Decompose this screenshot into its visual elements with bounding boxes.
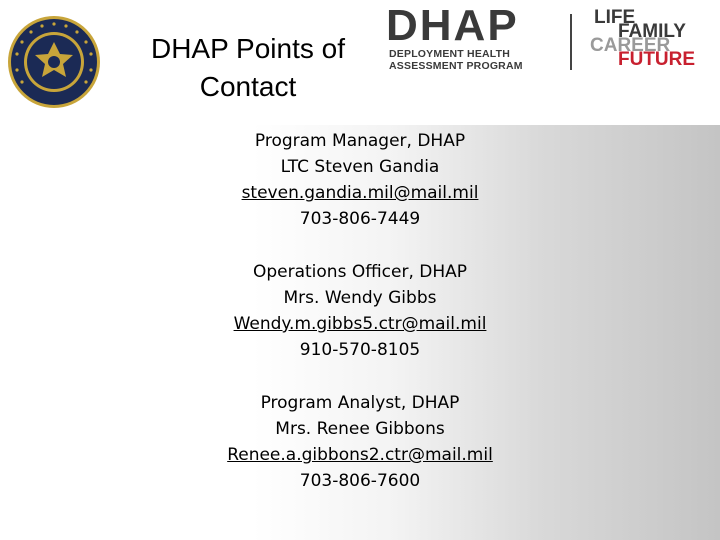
us-army-reserve-seal-icon <box>6 14 102 110</box>
tagline-word-career: CAREER <box>590 35 671 56</box>
dhap-logo-word: DHAP <box>386 1 519 50</box>
contact-block <box>180 390 540 494</box>
title-line-1: DHAP Points of <box>150 33 346 64</box>
title-line-2: Contact <box>199 71 297 102</box>
contact-name: Mrs. Renee Gibbons <box>275 419 445 439</box>
contact-name: Mrs. Wendy Gibbs <box>283 288 437 308</box>
dhap-logo-sub-line-1: DEPLOYMENT HEALTH <box>389 48 511 60</box>
life-family-career-future-logo <box>590 8 718 74</box>
contact-block <box>180 128 540 232</box>
contact-email-link[interactable]: Renee.a.gibbons2.ctr@mail.mil <box>227 445 493 465</box>
tagline-word-life: LIFE <box>594 7 636 28</box>
contact-name: LTC Steven Gandia <box>280 157 440 177</box>
logo-divider <box>570 14 572 70</box>
page-title <box>118 30 378 106</box>
contact-list <box>180 128 540 521</box>
contact-phone: 703-806-7449 <box>299 209 421 229</box>
contact-phone: 910-570-8105 <box>299 340 421 360</box>
dhap-logo-sub-line-2: ASSESSMENT PROGRAM <box>389 60 523 72</box>
slide-header <box>0 0 720 125</box>
contact-email-link[interactable]: Wendy.m.gibbs5.ctr@mail.mil <box>233 314 487 334</box>
dhap-logo-subtitle <box>389 48 561 72</box>
contact-block <box>180 259 540 363</box>
dhap-logo <box>386 1 562 74</box>
contact-role: Program Manager, DHAP <box>254 131 466 151</box>
contact-phone: 703-806-7600 <box>299 471 421 491</box>
contact-role: Program Analyst, DHAP <box>260 393 460 413</box>
tagline-word-family: FAMILY <box>618 21 686 42</box>
tagline-word-future: FUTURE <box>618 49 696 70</box>
contact-role: Operations Officer, DHAP <box>252 262 468 282</box>
contact-email-link[interactable]: steven.gandia.mil@mail.mil <box>241 183 479 203</box>
